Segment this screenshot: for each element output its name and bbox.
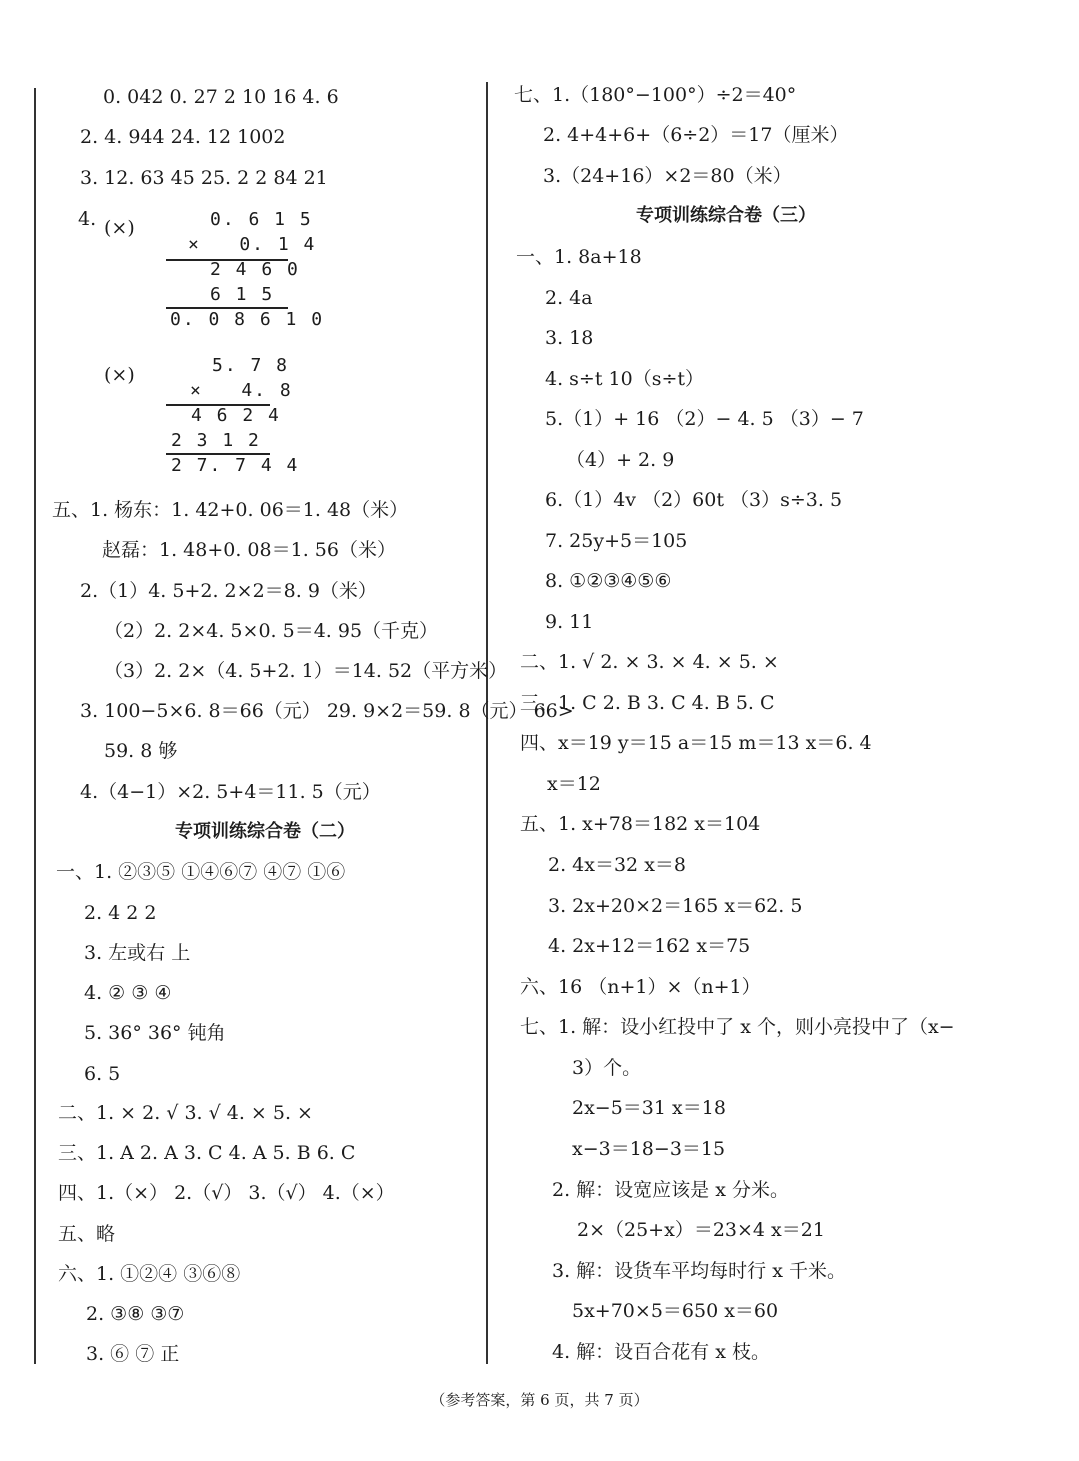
cross-mark: (×) <box>104 217 135 239</box>
answer-line: 4. 解：设百合花有 x 枝。 <box>552 1341 770 1363</box>
answer-line: 三、1. C 2. B 3. C 4. B 5. C <box>520 692 775 714</box>
cross-mark: (×) <box>104 364 135 386</box>
answer-line: 七、1.（180°−100°）÷2＝40° <box>514 84 797 106</box>
answer-line: （2）2. 2×4. 5×0. 5＝4. 95（千克） <box>104 620 439 642</box>
answer-line: x＝12 <box>547 773 601 795</box>
answer-line: 2. ③⑧ ③⑦ <box>86 1303 185 1325</box>
calc-row: × 4. 8 <box>190 380 293 401</box>
answer-line: 8. ①②③④⑤⑥ <box>545 570 672 592</box>
answer-line: 3）个。 <box>572 1057 642 1079</box>
answer-line: 2. 4a <box>545 287 593 309</box>
answer-line: 2. 4. 944 24. 12 1002 <box>80 126 286 148</box>
answer-line: 三、1. A 2. A 3. C 4. A 5. B 6. C <box>58 1142 356 1164</box>
answer-line: 3. ⑥ ⑦ 正 <box>86 1343 180 1365</box>
answer-line: 2. 4x＝32 x＝8 <box>548 854 686 876</box>
answer-line: 2. 4+4+6+（6÷2）＝17（厘米） <box>543 124 849 146</box>
answer-line: 7. 25y+5＝105 <box>545 530 688 552</box>
answer-line: 一、1. ②③⑤ ①④⑥⑦ ④⑦ ①⑥ <box>56 861 346 883</box>
answer-line: 4. 2x+12＝162 x＝75 <box>548 935 751 957</box>
answer-line: 6. 5 <box>84 1063 121 1085</box>
answer-line: 4. ② ③ ④ <box>84 982 172 1004</box>
column-divider <box>486 82 488 1364</box>
answer-line: 2. 4 2 2 <box>84 902 157 924</box>
answer-line: 五、1. 杨东：1. 42+0. 06＝1. 48（米） <box>52 499 409 521</box>
answer-line: 六、1. ①②④ ③⑥⑧ <box>58 1263 241 1285</box>
answer-line: 五、略 <box>58 1223 116 1245</box>
answer-line: 0. 042 0. 27 2 10 16 4. 6 <box>103 86 339 108</box>
answer-line: 5.（1）+ 16 （2）− 4. 5 （3）− 7 <box>545 408 864 430</box>
calc-row: 0. 6 1 5 <box>210 209 313 230</box>
answer-line: 四、1.（×） 2.（√） 3.（√） 4.（×） <box>58 1182 395 1204</box>
answer-line: 59. 8 够 <box>104 740 178 762</box>
calc-row: 6 1 5 <box>210 284 275 305</box>
calc-row: 4 6 2 4 <box>191 405 281 426</box>
calc-row: 2 4 6 0 <box>210 259 300 280</box>
answer-line: 4.（4−1）×2. 5+4＝11. 5（元） <box>80 781 381 803</box>
answer-line: 6.（1）4v （2）60t （3）s÷3. 5 <box>545 489 843 511</box>
answer-line: 3. 2x+20×2＝165 x＝62. 5 <box>548 895 803 917</box>
answer-line: 4. s÷t 10（s÷t） <box>545 368 704 390</box>
answer-line: 3. 12. 63 45 25. 2 2 84 21 <box>80 167 328 189</box>
answer-line: 2. 解：设宽应该是 x 分米。 <box>552 1179 789 1201</box>
calc-row: 2 3 1 2 <box>171 430 261 451</box>
answer-line: 3. 左或右 上 <box>84 942 191 964</box>
answer-line: 二、1. √ 2. × 3. × 4. × 5. × <box>520 651 779 673</box>
answer-line: （3）2. 2×（4. 5+2. 1）＝14. 52（平方米） <box>104 660 508 682</box>
answer-line: x−3＝18−3＝15 <box>572 1138 726 1160</box>
answer-line: 赵磊：1. 48+0. 08＝1. 56（米） <box>102 539 396 561</box>
calc-row: 0. 0 8 6 1 0 <box>170 309 325 330</box>
answer-line: 四、x＝19 y＝15 a＝15 m＝13 x＝6. 4 <box>520 732 872 754</box>
answer-line: 二、1. × 2. √ 3. √ 4. × 5. × <box>58 1102 313 1124</box>
calc-row: × 0. 1 4 <box>188 234 317 255</box>
answer-line: 六、16 （n+1）×（n+1） <box>520 976 761 998</box>
answer-line: 2x−5＝31 x＝18 <box>572 1097 726 1119</box>
section-title: 专项训练综合卷（二） <box>175 821 355 842</box>
answer-line: 9. 11 <box>545 611 594 633</box>
answer-line: 3. 100−5×6. 8＝66（元） 29. 9×2＝59. 8（元） 66> <box>80 700 574 722</box>
answer-line: 3. 18 <box>545 327 594 349</box>
answer-line: 一、1. 8a+18 <box>516 246 642 268</box>
answer-line: （4）+ 2. 9 <box>566 449 675 471</box>
left-margin-line <box>34 88 36 1364</box>
section-title: 专项训练综合卷（三） <box>636 205 816 226</box>
answer-line: 2×（25+x）＝23×4 x＝21 <box>577 1219 825 1241</box>
calc-row: 2 7. 7 4 4 <box>171 455 300 476</box>
answer-line: 4. <box>78 208 97 230</box>
answer-line: 七、1. 解：设小红投中了 x 个，则小亮投中了（x− <box>520 1016 955 1038</box>
calc-row: 5. 7 8 <box>212 355 290 376</box>
answer-line: 3. 解：设货车平均每时行 x 千米。 <box>552 1260 846 1282</box>
answer-line: 5x+70×5＝650 x＝60 <box>572 1300 779 1322</box>
answer-line: 五、1. x+78＝182 x＝104 <box>520 813 761 835</box>
page-footer: （参考答案，第 6 页，共 7 页） <box>430 1391 649 1409</box>
answer-line: 5. 36° 36° 钝角 <box>84 1022 226 1044</box>
answer-line: 3.（24+16）×2＝80（米） <box>543 165 792 187</box>
answer-line: 2.（1）4. 5+2. 2×2＝8. 9（米） <box>80 580 377 602</box>
